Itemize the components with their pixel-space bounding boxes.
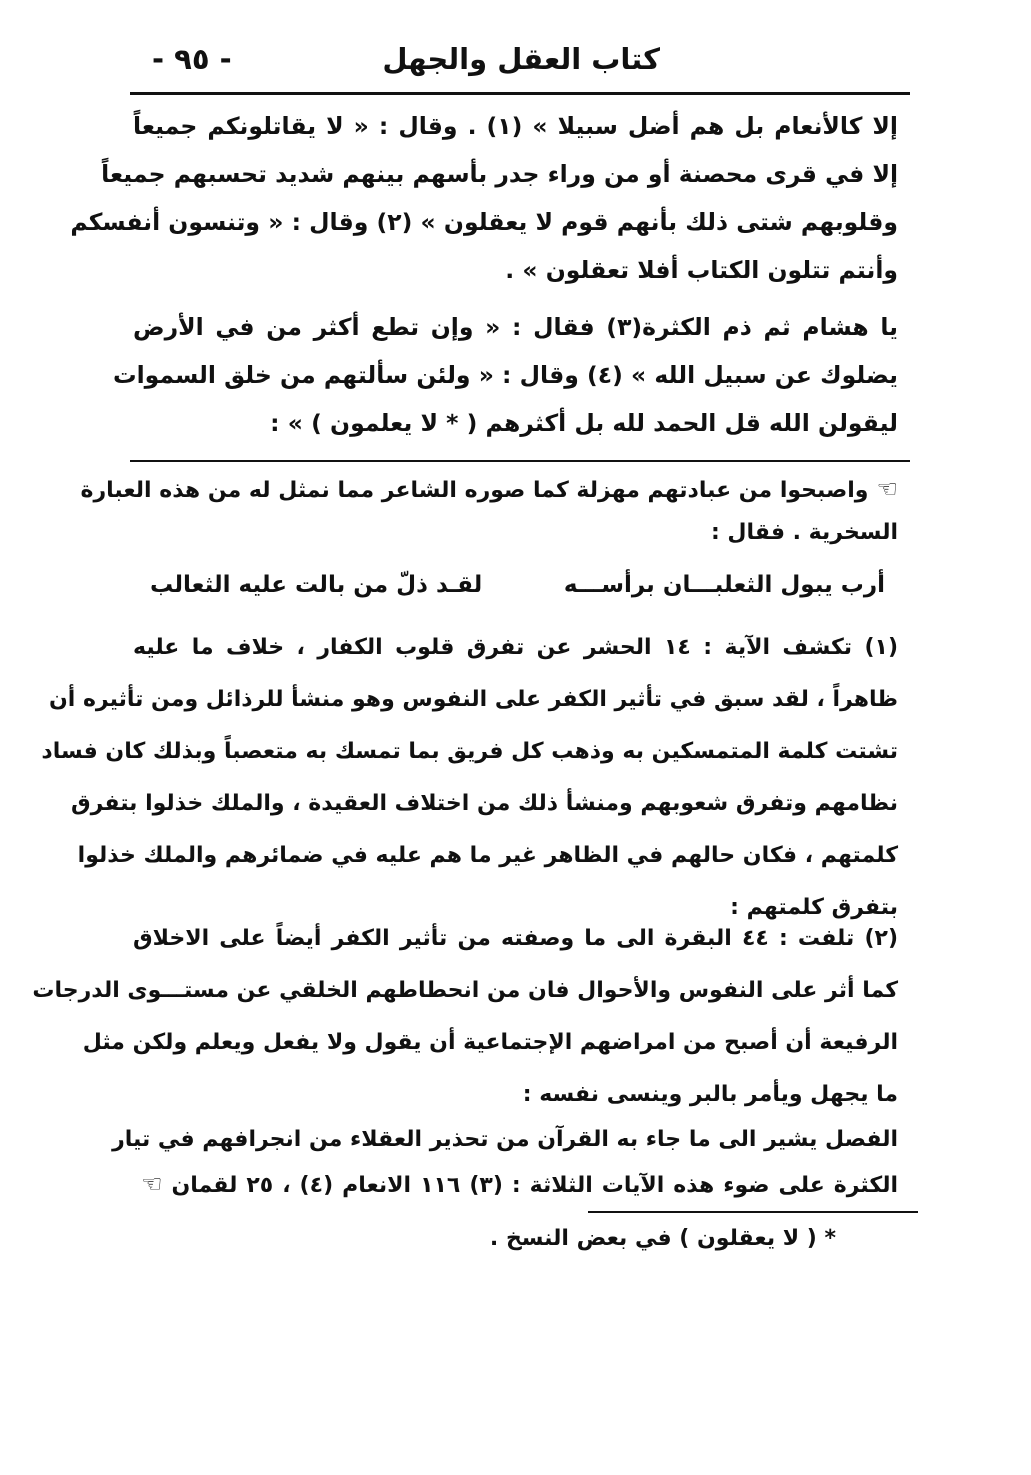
text-line: بتفرق كلمتهم :: [730, 895, 898, 920]
text-line: إلا كالأنعام بل هم أضل سبيلا » (١) . وقال : « لا يقاتلونكم جميعاً: [133, 112, 898, 140]
text-line: وأنتم تتلون الكتاب أفلا تعقلون » .: [505, 256, 898, 284]
poetry-verse: [150, 572, 885, 618]
text-line: (٢) تلفت : ٤٤ البقرة الى ما وصفته من تأثير الكفر أيضاً على الاخلاق: [133, 926, 898, 951]
paragraph-hisham: [112, 303, 898, 447]
text-line: كما أثر على النفوس والأحوال فان من انحطاطهم الخلقي عن مستـــوى الدرجات: [32, 978, 898, 1003]
text-line: [133, 1162, 898, 1206]
footnote-divider: [588, 1211, 918, 1213]
text-line: [80, 468, 898, 511]
page-header: [130, 38, 910, 88]
pointing-hand-icon: ☜: [141, 1170, 163, 1198]
running-title: كتاب العقل والجهل: [382, 42, 660, 76]
commentary-note-2: [32, 913, 898, 1121]
verse-second-hemistich: لقـد ذلّ من بالت عليه الثعالب: [150, 572, 483, 598]
text-line: وقلوبهم شتى ذلك بأنهم قوم لا يعقلون » (٢) وقال : « وتنسون أنفسكم: [70, 208, 898, 236]
text-line: كلمتهم ، فكان حالهم في الظاهر غير ما هم عليه في ضمائرهم والملك خذلوا: [77, 843, 898, 868]
section-divider: [130, 460, 910, 462]
commentary-note-1: [41, 622, 899, 934]
quran-quote-block: [70, 102, 898, 294]
footnote: * ( لا يعقلون ) في بعض النسخ .: [489, 1226, 836, 1251]
text-line: (١) تكشف الآية : ١٤ الحشر عن تفرق قلوب الكفار ، خلاف ما عليه: [133, 635, 899, 660]
commentary-intro: [80, 468, 898, 554]
header-divider: [130, 92, 910, 95]
text-line: الفصل يشير الى ما جاء به القرآن من تحذير العقلاء من انجرافهم في تيار: [112, 1127, 898, 1152]
text-line-content: الكثرة على ضوء هذه الآيات الثلاثة : (٣) ١١٦ الانعام (٤) ، ٢٥ لقمان: [171, 1173, 899, 1198]
commentary-closing: [112, 1118, 899, 1206]
text-line: إلا في قرى محصنة أو من وراء جدر بأسهم بينهم شديد تحسبهم جميعاً: [101, 160, 898, 188]
text-line: نظامهم وتفرق شعوبهم ومنشأ ذلك من اختلاف العقيدة ، والملك خذلوا بتفرق: [71, 791, 898, 816]
text-line-content: واصبحوا من عبادتهم مهزلة كما صوره الشاعر مما نمثل له من هذه العبارة: [80, 478, 869, 503]
pointing-hand-icon: ☜: [876, 475, 898, 503]
text-line: ليقولن الله قل الحمد لله بل أكثرهم ( * لا يعلمون ) » :: [270, 409, 898, 437]
text-line: يضلوك عن سبيل الله » (٤) وقال : « ولئن سألتهم من خلق السموات: [112, 361, 898, 389]
text-line: تشتت كلمة المتمسكين به وذهب كل فريق بما تمسك به متعصباً وبذلك كان فساد: [41, 739, 898, 764]
text-line: يا هشام ثم ذم الكثرة(٣) فقال : « وإن تطع أكثر من في الأرض: [133, 313, 898, 341]
text-line: الرفيعة أن أصبح من امراضهم الإجتماعية أن يقول ولا يفعل ويعلم ولكن مثل: [82, 1030, 898, 1055]
text-line: ما يجهل ويأمر بالبر وينسى نفسه :: [522, 1082, 898, 1107]
page-number: - ٩٥ -: [152, 42, 232, 76]
text-line: ظاهراً ، لقد سبق في تأثير الكفر على النفوس وهو منشأ للرذائل ومن تأثيره أن: [48, 687, 898, 712]
verse-first-hemistich: أرب يبول الثعلبـــان برأســـه: [563, 572, 885, 598]
text-line: السخرية . فقال :: [710, 520, 898, 545]
